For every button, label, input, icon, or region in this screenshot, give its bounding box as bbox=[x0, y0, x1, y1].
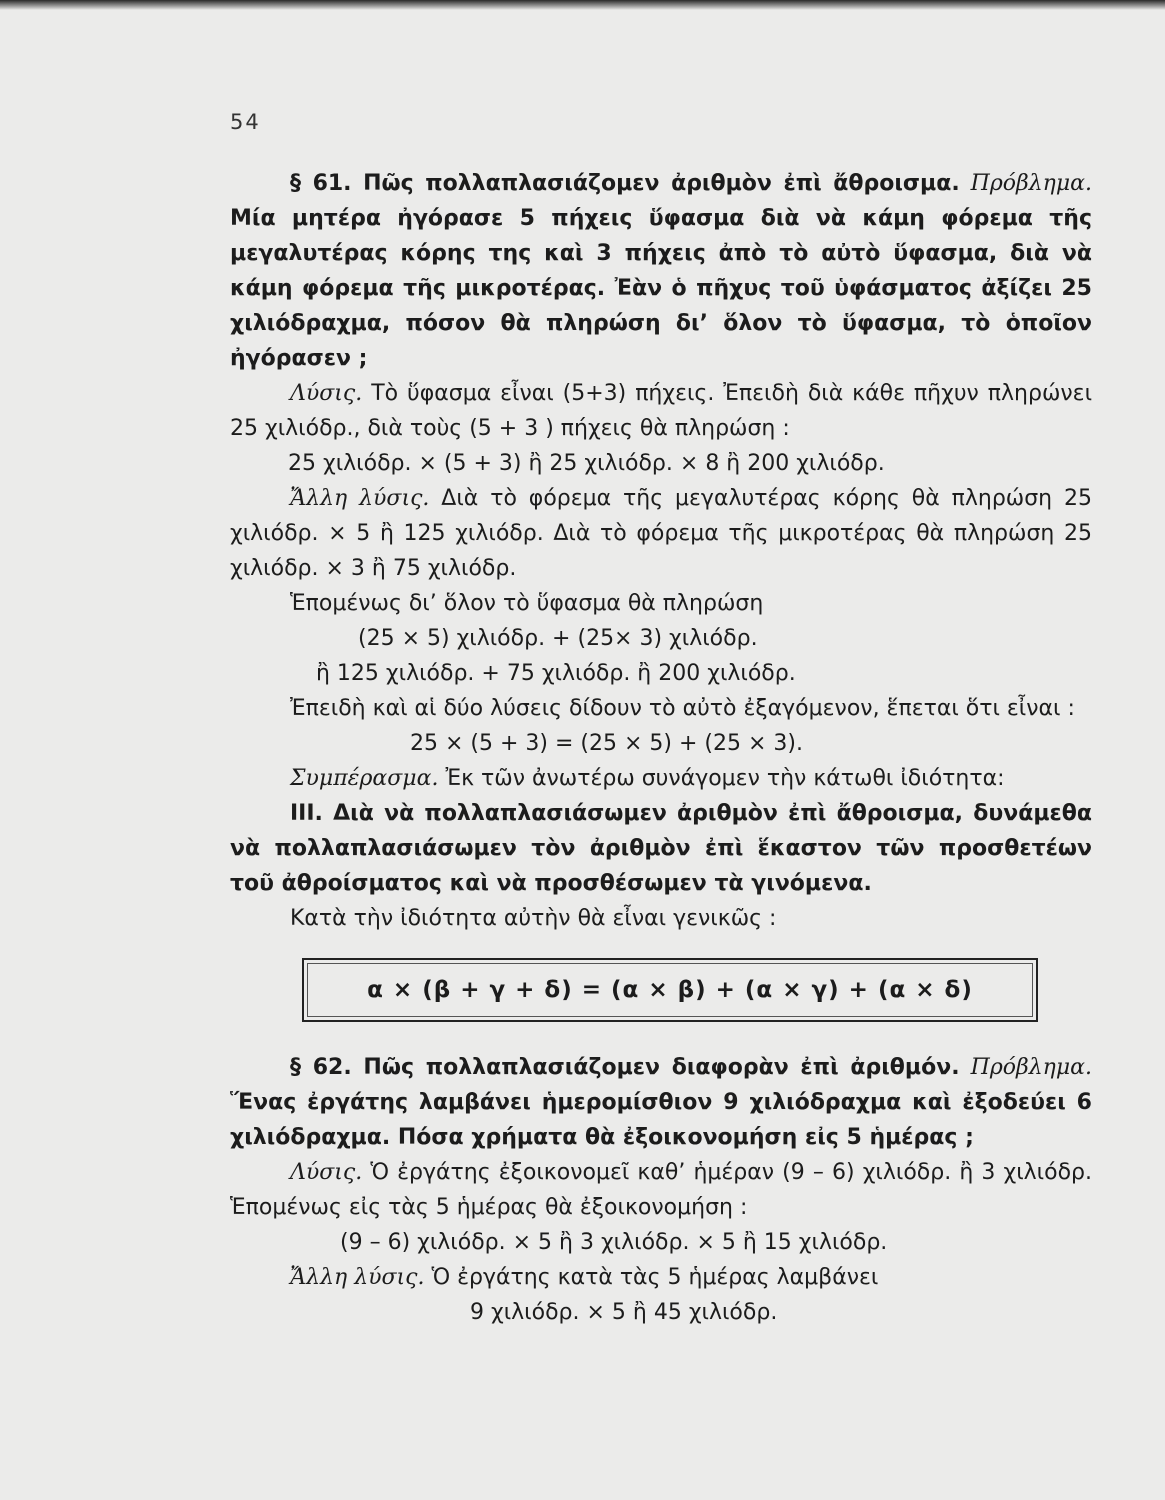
alt-solution-paragraph bbox=[230, 481, 1092, 586]
conclusion-text: Ἐκ τῶν ἀνωτέρω συνάγομεν τὴν κάτωθι ἰδιότητα: bbox=[445, 766, 1005, 791]
section-62-problem bbox=[230, 1050, 1092, 1155]
formula: α × (β + γ + δ) = (α × β) + (α × γ) + (α × δ) bbox=[307, 963, 1033, 1017]
scan-top-edge bbox=[0, 0, 1165, 10]
equation-5: (9 – 6) χιλιόδρ. × 5 ἢ 3 χιλιόδρ. × 5 ἢ 15 χιλιόδρ. bbox=[340, 1230, 888, 1255]
alt-solution-label: Ἄλλη λύσις. bbox=[290, 486, 430, 511]
equation-4: 25 × (5 + 3) = (25 × 5) + (25 × 3). bbox=[410, 731, 803, 756]
page-number: 54 bbox=[230, 110, 261, 134]
alt-solution-text: Διὰ τὸ φόρεμα τῆς μεγαλυτέρας κόρης θὰ πληρώση 25 χιλιόδρ. × 5 ἢ 125 χιλιόδρ. Διὰ τὸ φόρεμα τῆς μικροτέρας θὰ πληρώση 25 χιλιόδρ. × 3 ἢ 75 χιλιόδρ. bbox=[230, 486, 1092, 581]
problem-label: Πρόβλημα. bbox=[970, 171, 1092, 196]
equation-6: 9 χιλιόδρ. × 5 ἢ 45 χιλιόδρ. bbox=[470, 1300, 778, 1325]
solution-paragraph bbox=[230, 1155, 1092, 1225]
alt-solution-label: Ἄλλη λύσις. bbox=[290, 1265, 425, 1290]
formula-box bbox=[302, 958, 1038, 1022]
equation-1: 25 χιλιόδρ. × (5 + 3) ἢ 25 χιλιόδρ. × 8 ἢ 200 χιλιόδρ. bbox=[288, 451, 885, 476]
solution-label: Λύσις. bbox=[290, 1160, 363, 1185]
equation-2: (25 × 5) χιλιόδρ. + (25× 3) χιλιόδρ. bbox=[358, 626, 758, 651]
solution-paragraph bbox=[230, 376, 1092, 446]
rule-text: ΙΙΙ. Διὰ νὰ πολλαπλασιάσωμεν ἀριθμὸν ἐπὶ ἄθροισμα, δυνάμεθα νὰ πολλαπλασιάσωμεν τὸν ἀριθμὸν ἐπὶ ἕκαστον τῶν προσθετέων τοῦ ἀθροίσματος καὶ νὰ προσθέσωμεν τὰ γινόμενα. bbox=[230, 801, 1092, 896]
solution-text: Ὁ ἐργάτης ἐξοικονομεῖ καθ’ ἡμέραν (9 – 6) χιλιόδρ. ἢ 3 χιλιόδρ. Ἑπομένως εἰς τὰς 5 ἡμέρας θὰ ἐξοικονομήση : bbox=[230, 1160, 1092, 1220]
alt-solution-paragraph bbox=[230, 1260, 1092, 1295]
problem-label: Πρόβλημα. bbox=[970, 1055, 1092, 1080]
general-text: Κατὰ τὴν ἰδιότητα αὐτὴν θὰ εἶναι γενικῶς : bbox=[290, 906, 777, 931]
section-61-heading: § 61. Πῶς πολλαπλασιάζομεν ἀριθμὸν ἐπὶ ἄθροισμα. bbox=[290, 171, 960, 196]
alt-solution-text: Ὁ ἐργάτης κατὰ τὰς 5 ἡμέρας λαμβάνει bbox=[431, 1265, 879, 1290]
since-text: Ἐπειδὴ καὶ αἱ δύο λύσεις δίδουν τὸ αὐτὸ ἐξαγόμενον, ἕπεται ὅτι εἶναι : bbox=[290, 696, 1075, 721]
section-62-heading: § 62. Πῶς πολλαπλασιάζομεν διαφορὰν ἐπὶ ἀριθμόν. bbox=[290, 1055, 960, 1080]
problem-text: Ἕνας ἐργάτης λαμβάνει ἡμερομίσθιον 9 χιλιόδραχμα καὶ ἐξοδεύει 6 χιλιόδραχμα. Πόσα χρήματα θὰ ἐξοικονομήση εἰς 5 ἡμέρας ; bbox=[230, 1090, 1092, 1150]
conclusion-paragraph bbox=[230, 761, 1092, 796]
conclusion-label: Συμπέρασμα. bbox=[290, 766, 439, 791]
solution-label: Λύσις. bbox=[290, 381, 363, 406]
solution-text: Τὸ ὕφασμα εἶναι (5+3) πήχεις. Ἐπειδὴ διὰ κάθε πῆχυν πληρώνει 25 χιλιόδρ., διὰ τοὺς (5 + 3 ) πήχεις θὰ πληρώση : bbox=[230, 381, 1093, 441]
book-page bbox=[230, 110, 1092, 1330]
therefore-text: Ἑπομένως δι’ ὅλον τὸ ὕφασμα θὰ πληρώση bbox=[290, 591, 764, 616]
problem-text: Μία μητέρα ἠγόρασε 5 πήχεις ὕφασμα διὰ νὰ κάμη φόρεμα τῆς μεγαλυτέρας κόρης της καὶ 3 πήχεις ἀπὸ τὸ αὐτὸ ὕφασμα, διὰ νὰ κάμη φόρεμα τῆς μικροτέρας. Ἐὰν ὁ πῆχυς τοῦ ὑφάσματος ἀξίζει 25 χιλιόδραχμα, πόσον θὰ πληρώση δι’ ὅλον τὸ ὕφασμα, τὸ ὁποῖον ἠγόρασεν ; bbox=[230, 206, 1092, 371]
equation-3: ἢ 125 χιλιόδρ. + 75 χιλιόδρ. ἢ 200 χιλιόδρ. bbox=[316, 661, 796, 686]
section-61-problem bbox=[230, 166, 1092, 376]
